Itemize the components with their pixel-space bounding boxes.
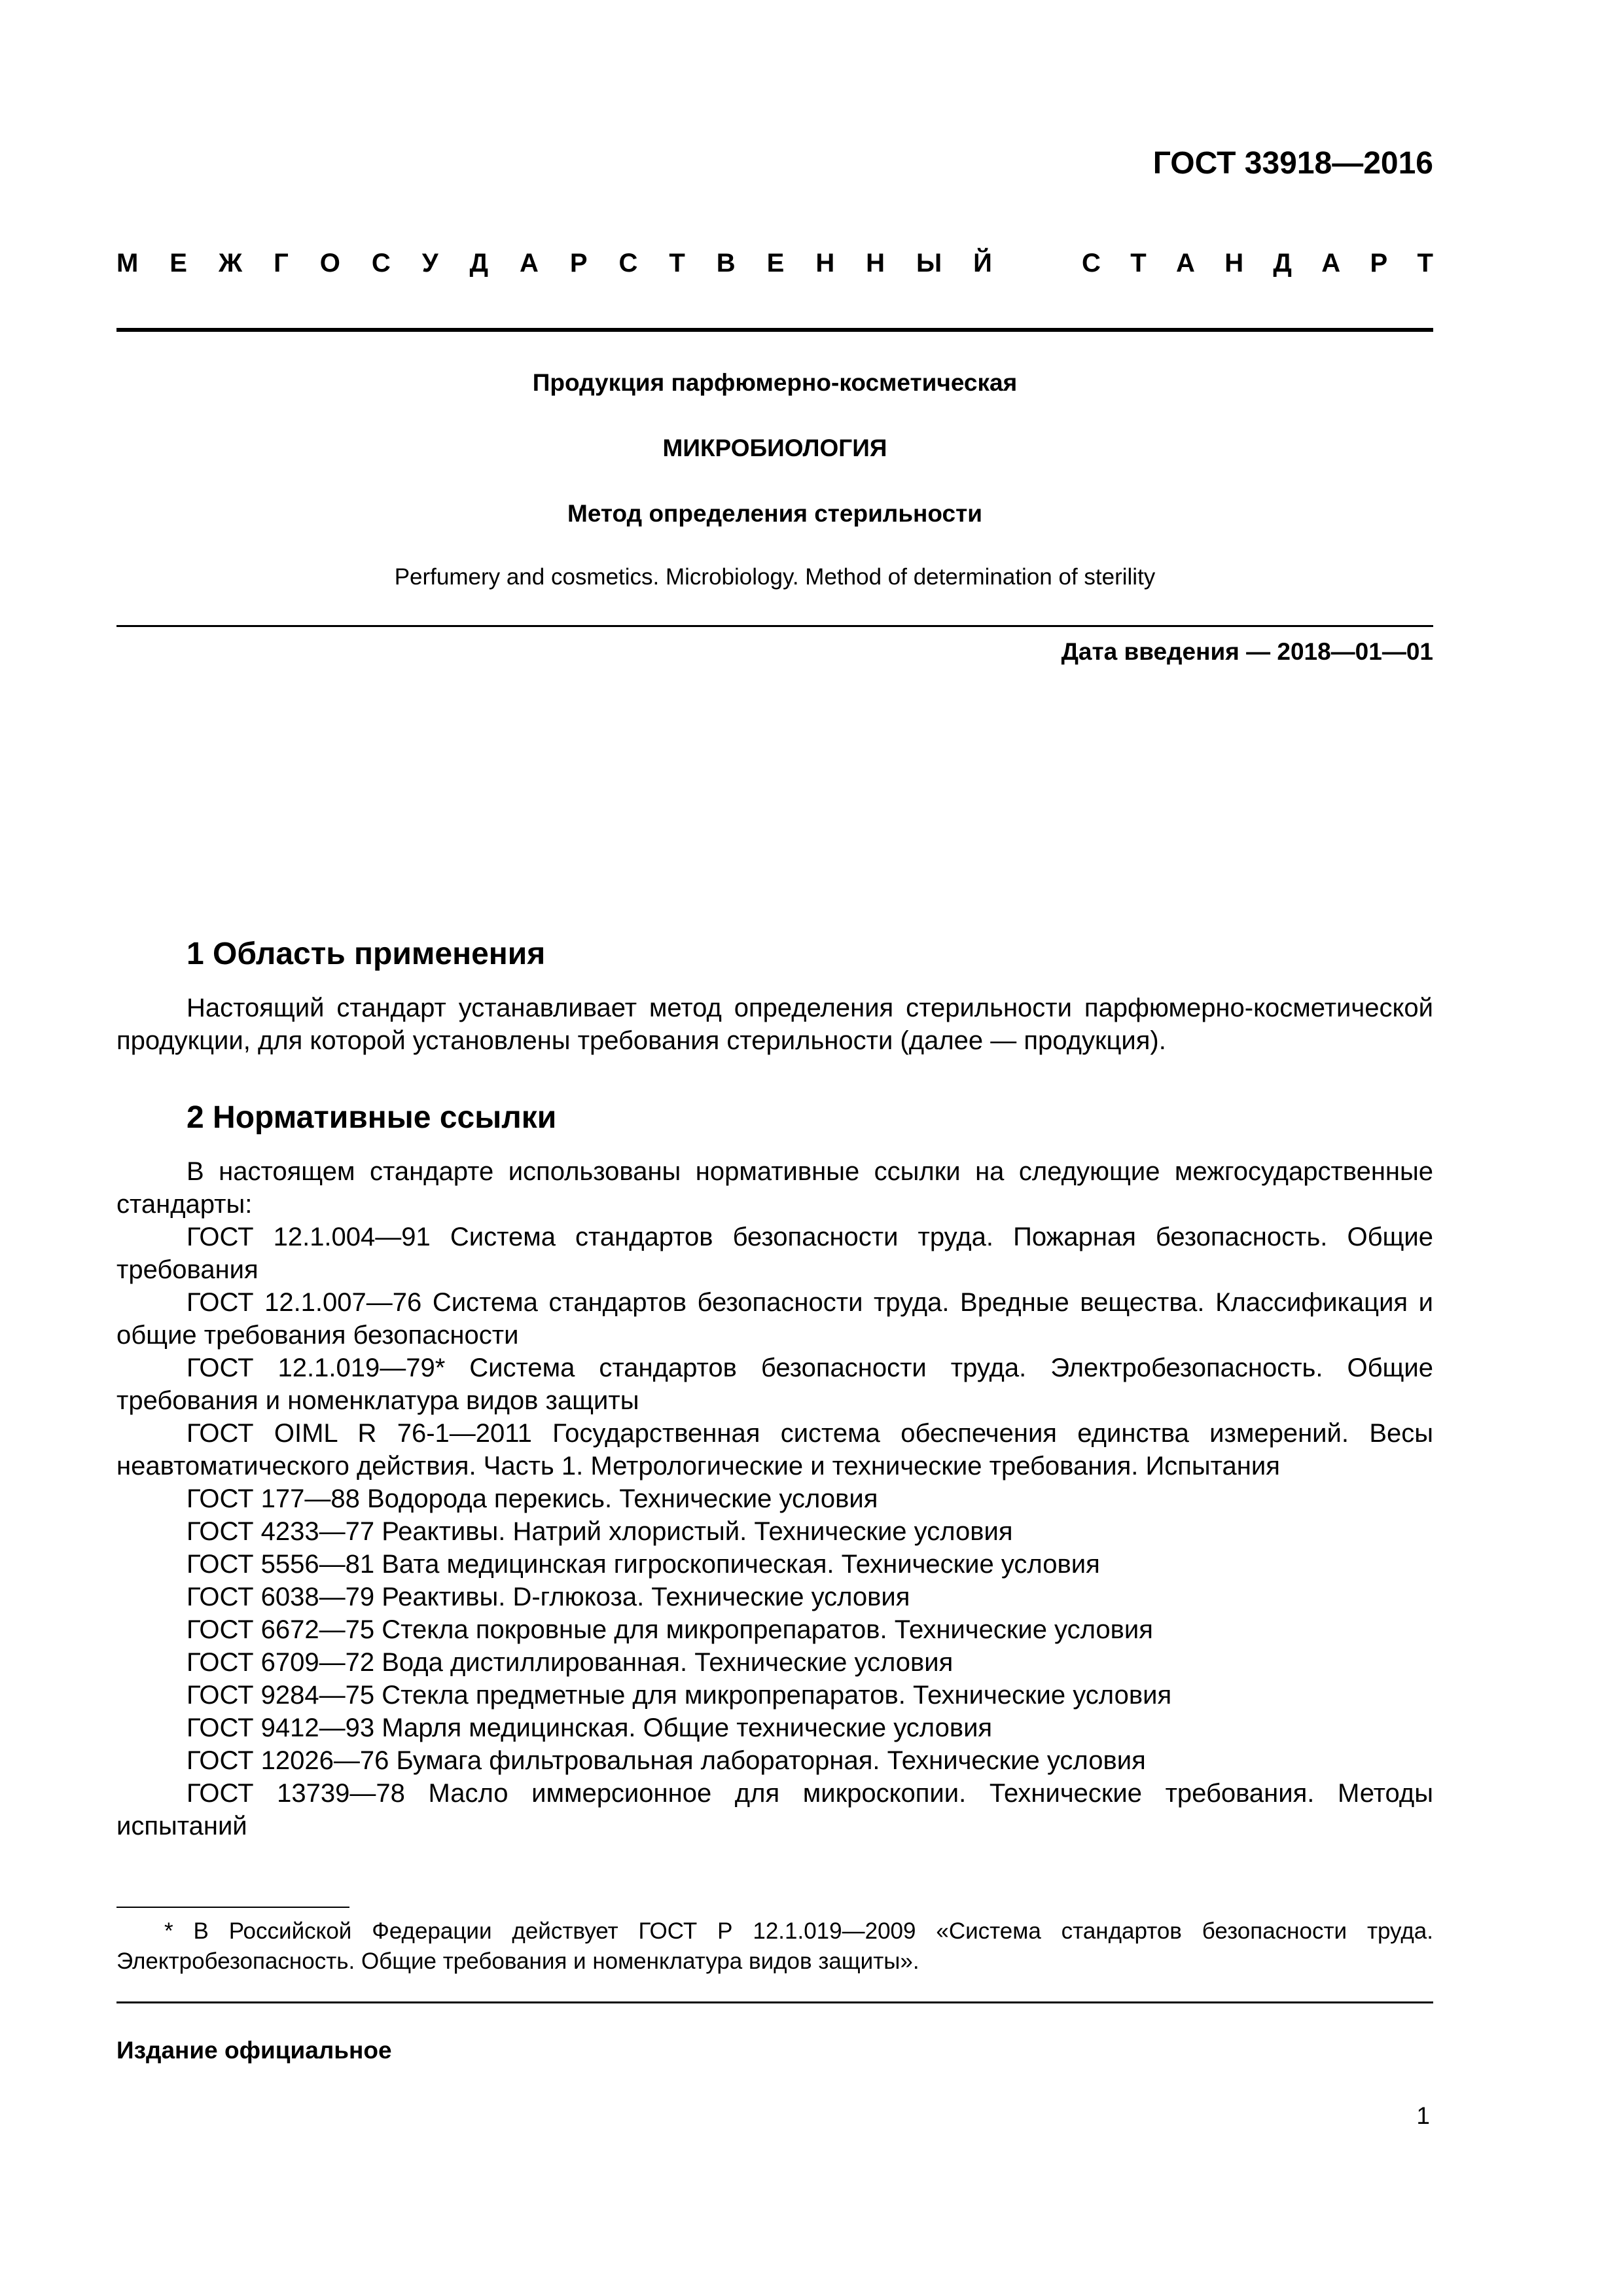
section-1-heading: 1 Область применения (187, 937, 546, 971)
page-number: 1 (1416, 2102, 1430, 2129)
header-divider (116, 328, 1433, 332)
footnote-divider (116, 1907, 349, 1908)
reference-item: ГОСТ 5556—81 Вата медицинская гигроскопическая. Технические условия (187, 1550, 1100, 1579)
title-english: Perfumery and cosmetics. Microbiology. Method of determination of sterility (394, 564, 1156, 590)
standard-type-word-interstate: М Е Ж Г О С У Д А Р С Т В Е Н Н Ы Й (116, 249, 992, 278)
reference-item: ГОСТ OIML R 76-1—2011 Государственная система обеспечения единства измерений. Весы неавтоматического действия. Часть 1. Метрологические и технические требования. Испытания (116, 1419, 1433, 1480)
title-method: Метод определения стерильности (567, 500, 982, 527)
reference-item: ГОСТ 6038—79 Реактивы. D-глюкоза. Технические условия (187, 1583, 910, 1611)
footnote: * В Российской Федерации действует ГОСТ Р 12.1.019—2009 «Система стандартов безопасности труда. Электробезопасность. Общие требования и номенклатура видов защиты». (116, 1918, 1433, 1974)
title-microbiology: МИКРОБИОЛОГИЯ (662, 435, 887, 461)
reference-item: ГОСТ 9284—75 Стекла предметные для микропрепаратов. Технические условия (187, 1681, 1172, 1710)
section-2-intro: В настоящем стандарте использованы нормативные ссылки на следующие межгосударственные стандарты: (116, 1157, 1433, 1219)
reference-item: ГОСТ 12.1.007—76 Система стандартов безопасности труда. Вредные вещества. Классификация и общие требования безопасности (116, 1288, 1433, 1350)
title-product: Продукция парфюмерно-косметическая (532, 369, 1018, 396)
reference-item: ГОСТ 12026—76 Бумага фильтровальная лабораторная. Технические условия (187, 1746, 1146, 1775)
section-1-body (116, 992, 1433, 1057)
reference-item: ГОСТ 12.1.004—91 Система стандартов безопасности труда. Пожарная безопасность. Общие требования (116, 1223, 1433, 1284)
reference-item: ГОСТ 9412—93 Марля медицинская. Общие технические условия (187, 1713, 993, 1742)
title-divider (116, 625, 1433, 627)
standard-number: ГОСТ 33918—2016 (1152, 146, 1433, 181)
section-2-heading: 2 Нормативные ссылки (187, 1100, 557, 1135)
standard-type-heading (116, 249, 1433, 278)
reference-item: ГОСТ 4233—77 Реактивы. Натрий хлористый. Технические условия (187, 1517, 1013, 1546)
section-2-body (116, 1155, 1433, 1842)
reference-item: ГОСТ 177—88 Водорода перекись. Технические условия (187, 1484, 878, 1513)
reference-item: ГОСТ 13739—78 Масло иммерсионное для микроскопии. Технические требования. Методы испытаний (116, 1779, 1433, 1840)
reference-item: ГОСТ 12.1.019—79* Система стандартов безопасности труда. Электробезопасность. Общие требования и номенклатура видов защиты (116, 1354, 1433, 1415)
introduction-date: Дата введения — 2018—01—01 (1061, 638, 1433, 665)
official-edition-label: Издание официальное (116, 2037, 392, 2064)
reference-item: ГОСТ 6672—75 Стекла покровные для микропрепаратов. Технические условия (187, 1615, 1153, 1644)
section-1-paragraph: Настоящий стандарт устанавливает метод определения стерильности парфюмерно-косметической продукции, для которой установлены требования стерильности (далее — продукция). (116, 994, 1433, 1055)
reference-item: ГОСТ 6709—72 Вода дистиллированная. Технические условия (187, 1648, 954, 1677)
footer-divider (116, 2001, 1433, 2003)
standard-type-word-standard: С Т А Н Д А Р Т (1082, 249, 1433, 278)
